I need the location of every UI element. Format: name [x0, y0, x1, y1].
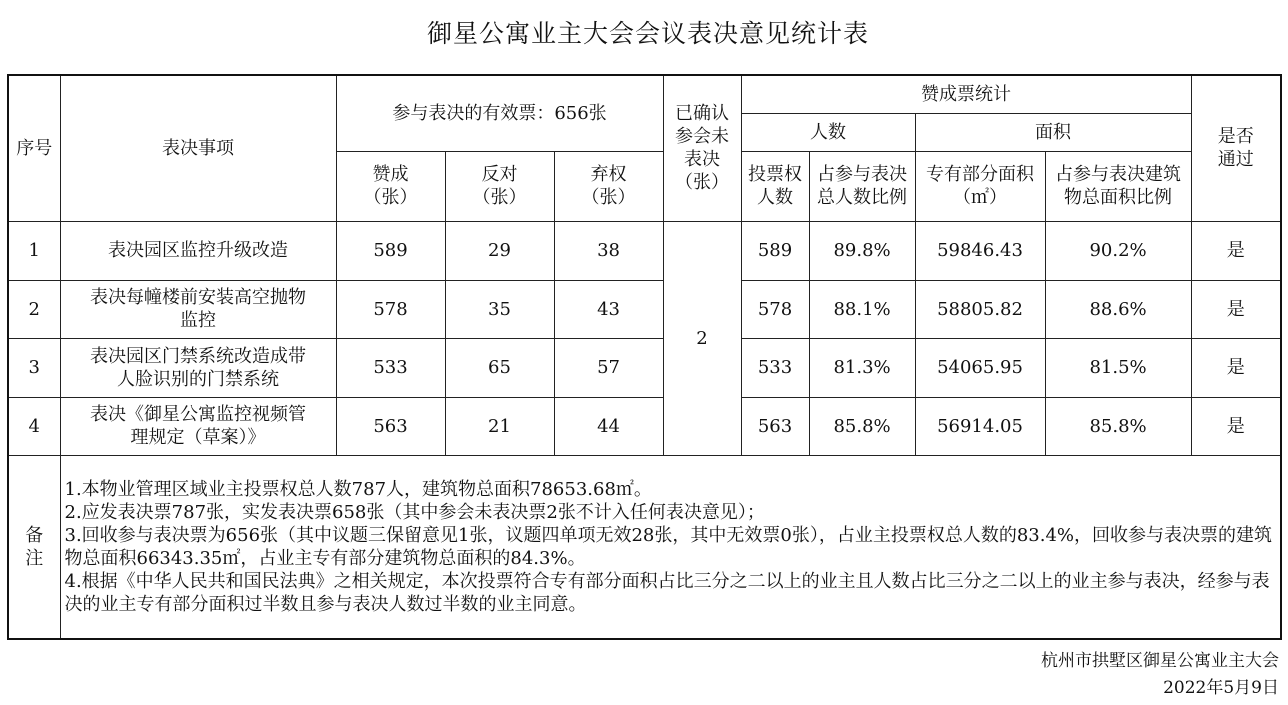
header-oppose: 反对 （张）	[445, 151, 554, 221]
table-row	[8, 221, 1281, 280]
row-item: 表决园区监控升级改造	[60, 221, 336, 280]
row-voters: 589	[741, 221, 809, 280]
row-abstain: 57	[554, 338, 663, 397]
remark-line: 1.本物业管理区域业主投票权总人数787人，建筑物总面积78653.68㎡。	[64, 478, 652, 500]
row-passed: 是	[1191, 280, 1281, 338]
row-area-ratio: 90.2%	[1045, 221, 1191, 280]
remark-line: 3.回收参与表决票为656张（其中议题三保留意见1张，议题四单项无效28张，其中无效票0张），占业主投票权总人数的83.4%，回收参与表决票的建筑物总面积66343.35㎡，占业主专有部分建筑物总面积的84.3%。	[64, 524, 1273, 569]
row-area: 54065.95	[915, 338, 1045, 397]
row-voter-ratio: 81.3%	[809, 338, 915, 397]
row-abstain: 43	[554, 280, 663, 338]
header-people: 人数	[741, 113, 915, 151]
row-passed: 是	[1191, 397, 1281, 455]
row-area: 59846.43	[915, 221, 1045, 280]
row-passed: 是	[1191, 221, 1281, 280]
row-area: 56914.05	[915, 397, 1045, 455]
header-seq: 序号	[8, 75, 60, 221]
header-abstain: 弃权 （张）	[554, 151, 663, 221]
table-row	[8, 338, 1281, 397]
row-agree: 578	[336, 280, 445, 338]
header-row-1	[8, 75, 1281, 113]
row-oppose: 29	[445, 221, 554, 280]
row-no: 3	[8, 338, 60, 397]
header-voter-ratio: 占参与表决 总人数比例	[809, 151, 915, 221]
row-area: 58805.82	[915, 280, 1045, 338]
header-area-ratio: 占参与表决建筑 物总面积比例	[1045, 151, 1191, 221]
header-item: 表决事项	[60, 75, 336, 221]
header-valid-votes: 参与表决的有效票：656张	[336, 75, 663, 151]
signature-org: 杭州市拱墅区御星公寓业主大会	[1041, 651, 1279, 671]
row-oppose: 21	[445, 397, 554, 455]
row-voters: 578	[741, 280, 809, 338]
row-agree: 533	[336, 338, 445, 397]
signature-date: 2022年5月9日	[1163, 678, 1279, 698]
row-abstain: 38	[554, 221, 663, 280]
row-item: 表决《御星公寓监控视频管 理规定（草案）》	[60, 397, 336, 455]
header-exclusive-area: 专有部分面积 （㎡）	[915, 151, 1045, 221]
row-item: 表决园区门禁系统改造成带 人脸识别的门禁系统	[60, 338, 336, 397]
row-oppose: 35	[445, 280, 554, 338]
header-area: 面积	[915, 113, 1191, 151]
remarks-content	[60, 455, 1281, 639]
vote-statistics-table	[7, 74, 1282, 640]
unconfirmed-value: 2	[663, 221, 741, 455]
remarks-label: 备 注	[8, 455, 60, 639]
row-no: 2	[8, 280, 60, 338]
row-area-ratio: 88.6%	[1045, 280, 1191, 338]
header-agree: 赞成 （张）	[336, 151, 445, 221]
header-passed: 是否 通过	[1191, 75, 1281, 221]
row-voter-ratio: 89.8%	[809, 221, 915, 280]
row-area-ratio: 85.8%	[1045, 397, 1191, 455]
remark-line: 2.应发表决票787张，实发表决票658张（其中参会未表决票2张不计入任何表决意见）；	[64, 501, 765, 523]
row-no: 1	[8, 221, 60, 280]
remarks-row	[8, 455, 1281, 639]
row-abstain: 44	[554, 397, 663, 455]
signature-block	[1041, 648, 1279, 702]
row-oppose: 65	[445, 338, 554, 397]
table-row	[8, 397, 1281, 455]
row-voters: 533	[741, 338, 809, 397]
header-voters: 投票权 人数	[741, 151, 809, 221]
row-agree: 589	[336, 221, 445, 280]
row-agree: 563	[336, 397, 445, 455]
row-voter-ratio: 88.1%	[809, 280, 915, 338]
row-item: 表决每幢楼前安装高空抛物 监控	[60, 280, 336, 338]
row-voter-ratio: 85.8%	[809, 397, 915, 455]
row-area-ratio: 81.5%	[1045, 338, 1191, 397]
row-no: 4	[8, 397, 60, 455]
header-unconfirmed: 已确认 参会未 表决 （张）	[663, 75, 741, 221]
row-voters: 563	[741, 397, 809, 455]
table-row	[8, 280, 1281, 338]
remark-line: 4.根据《中华人民共和国民法典》之相关规定，本次投票符合专有部分面积占比三分之二以上的业主且人数占比三分之二以上的业主参与表决，经参与表决的业主专有部分面积过半数且参与表决人数过半数的业主同意。	[64, 570, 1270, 615]
document-title: 御星公寓业主大会会议表决意见统计表	[426, 19, 869, 48]
header-agree-stats: 赞成票统计	[741, 75, 1191, 113]
row-passed: 是	[1191, 338, 1281, 397]
